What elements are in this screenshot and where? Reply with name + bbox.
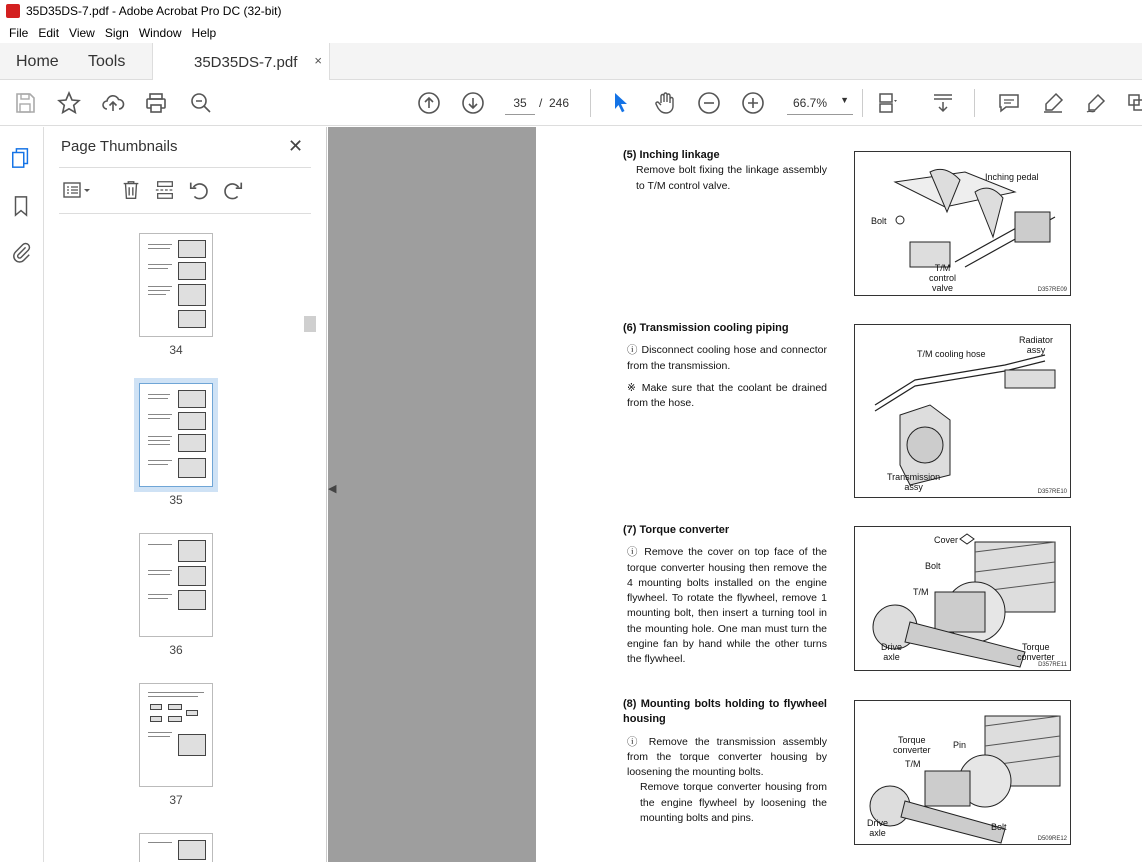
window-title: 35D35DS-7.pdf - Adobe Acrobat Pro DC (32-bit): [26, 4, 282, 18]
figure-transmission-cooling: [854, 324, 1071, 498]
section-body: ※ Make sure that the coolant be drained from the hose.: [627, 381, 827, 410]
menu-file[interactable]: File: [9, 25, 29, 40]
section-heading: (5) Inching linkage: [623, 149, 720, 161]
section-heading: (6) Transmission cooling piping: [623, 322, 789, 334]
chevron-down-icon: ▼: [840, 95, 849, 105]
menu-window[interactable]: Window: [138, 25, 182, 40]
rotate-clockwise-icon[interactable]: [221, 179, 245, 201]
save-icon[interactable]: [12, 90, 38, 116]
extract-page-icon[interactable]: [153, 179, 177, 201]
menu-edit[interactable]: Edit: [38, 25, 60, 40]
bookmarks-icon[interactable]: [10, 195, 34, 219]
panel-title: Page Thumbnails: [61, 138, 178, 155]
tab-home[interactable]: Home: [16, 52, 59, 70]
delete-page-icon[interactable]: [119, 179, 143, 201]
print-icon[interactable]: [143, 90, 169, 116]
figure-label: Bolt: [925, 561, 941, 571]
zoom-in-icon[interactable]: [740, 90, 766, 116]
thumbnail-page-label: 35: [169, 493, 183, 507]
hand-tool-icon[interactable]: [652, 90, 678, 116]
toolbar-divider: [862, 89, 863, 117]
page-separator: /: [539, 96, 543, 110]
panel-divider: [59, 167, 311, 168]
menu-sign[interactable]: Sign: [104, 25, 129, 40]
figure-label: Bolt: [871, 216, 887, 226]
toolbar-divider: [974, 89, 975, 117]
figure-torque-converter: [854, 526, 1071, 671]
fit-page-icon[interactable]: [874, 90, 900, 116]
figure-label: Transmission assy: [887, 472, 941, 492]
figure-label: T/M: [913, 587, 929, 597]
close-panel-icon[interactable]: ✕: [288, 136, 304, 156]
figure-label: Torque converter: [893, 735, 931, 755]
tab-document-label: 35D35DS-7.pdf: [194, 53, 298, 71]
figure-label: Torque converter: [1017, 642, 1055, 662]
figure-label: Cover: [934, 535, 959, 545]
attachments-paperclip-icon[interactable]: [10, 241, 34, 265]
thumbnail-page-label: 34: [169, 343, 183, 357]
panel-divider: [59, 213, 311, 214]
acrobat-logo-icon: [6, 4, 20, 18]
zoom-level-value: 66.7%: [793, 95, 828, 110]
rotate-counterclockwise-icon[interactable]: [187, 179, 211, 201]
section-heading: (7) Torque converter: [623, 524, 730, 536]
figure-label: Inching pedal: [985, 172, 1039, 182]
page-thumbnail[interactable]: [139, 533, 213, 637]
figure-code: D357RE09: [1037, 287, 1067, 293]
tab-tools[interactable]: Tools: [88, 52, 126, 70]
page-thumbnails-icon[interactable]: [10, 147, 34, 171]
figure-label: Bolt: [991, 822, 1007, 832]
section-body: ⓘ Remove the transmission assembly from the torque converter housing by loosening the mounting bolts.: [627, 735, 827, 779]
main-toolbar: [0, 80, 1142, 126]
bookmark-star-icon[interactable]: [56, 90, 82, 116]
total-pages: 246: [549, 96, 570, 110]
section-heading: (8) Mounting bolts holding to flywheel housing: [623, 698, 827, 726]
tab-document[interactable]: [152, 43, 330, 81]
more-tools-icon[interactable]: [1124, 90, 1142, 116]
pdf-page: [536, 127, 1142, 862]
figure-label: T/M: [905, 759, 921, 769]
page-number-input[interactable]: 35: [505, 91, 535, 115]
previous-page-icon[interactable]: [416, 90, 442, 116]
comment-icon[interactable]: [996, 90, 1022, 116]
thumbnail-page-label: 37: [169, 793, 183, 807]
toolbar-divider: [590, 89, 591, 117]
page-thumbnail-selected[interactable]: [139, 383, 213, 487]
collapse-panel-icon[interactable]: ◀: [328, 483, 337, 495]
figure-code: D357RE10: [1037, 489, 1067, 495]
zoom-out-icon[interactable]: [696, 90, 722, 116]
page-thumbnail[interactable]: [139, 233, 213, 337]
figure-code: D509RE12: [1037, 836, 1067, 842]
section-body: Remove bolt fixing the linkage assembly to T/M control valve.: [636, 164, 827, 192]
thumbnail-scrollbar[interactable]: [304, 316, 316, 332]
thumbnail-list: [59, 217, 311, 862]
menu-help[interactable]: Help: [191, 25, 217, 40]
left-navigation-rail: [0, 127, 44, 862]
highlight-pen-icon[interactable]: [1040, 90, 1066, 116]
section-body: ⓘ Remove the cover on top face of the torque converter housing then remove the 4 mounting bolts installed on the engine flywheel. To rotate the flywheel, remove 1 mounting bolt, then insert a turning tool in the mounting hole. One man must turn the engine fan by hand while the other turns the flywheel.: [627, 546, 827, 666]
page-thumbnail[interactable]: [139, 683, 213, 787]
figure-label: Drive axle: [881, 642, 903, 662]
section-inching-linkage: [623, 148, 827, 194]
page-thumbnails-panel: [45, 127, 327, 862]
section-body: Remove torque converter housing from the engine flywheel by loosening the mounting bolts and pins.: [640, 781, 827, 825]
next-page-icon[interactable]: [460, 90, 486, 116]
select-arrow-icon[interactable]: [608, 90, 634, 116]
thumbnail-options-menu-icon[interactable]: [59, 179, 95, 201]
thumbnail-page-label: 36: [169, 643, 183, 657]
page-thumbnail[interactable]: [139, 833, 213, 862]
figure-label: Drive axle: [867, 818, 889, 838]
figure-label: Radiator assy: [1019, 335, 1054, 355]
sign-pen-icon[interactable]: [1083, 90, 1109, 116]
figure-label: T/M control valve: [929, 263, 957, 293]
figure-label: Pin: [953, 740, 967, 750]
figure-inching-linkage: [854, 151, 1071, 296]
title-bar: [0, 0, 1142, 22]
menu-bar: [0, 22, 1142, 43]
section-mounting-bolts: [623, 697, 827, 826]
section-transmission-cooling: [623, 321, 827, 411]
upload-cloud-icon[interactable]: [100, 90, 126, 116]
zoom-level-select[interactable]: [787, 91, 853, 115]
section-body: ⓘ Disconnect cooling hose and connector from the transmission.: [627, 344, 827, 372]
zoom-search-icon[interactable]: [188, 90, 214, 116]
tab-bar: [0, 43, 1142, 80]
scroll-mode-icon[interactable]: [930, 90, 956, 116]
figure-code: D357RE11: [1038, 662, 1067, 668]
figure-mounting-bolts: [854, 700, 1071, 845]
menu-view[interactable]: View: [69, 25, 95, 40]
tab-close-icon[interactable]: ×: [314, 53, 322, 68]
figure-label: T/M cooling hose: [917, 349, 986, 359]
section-torque-converter: [623, 523, 827, 668]
